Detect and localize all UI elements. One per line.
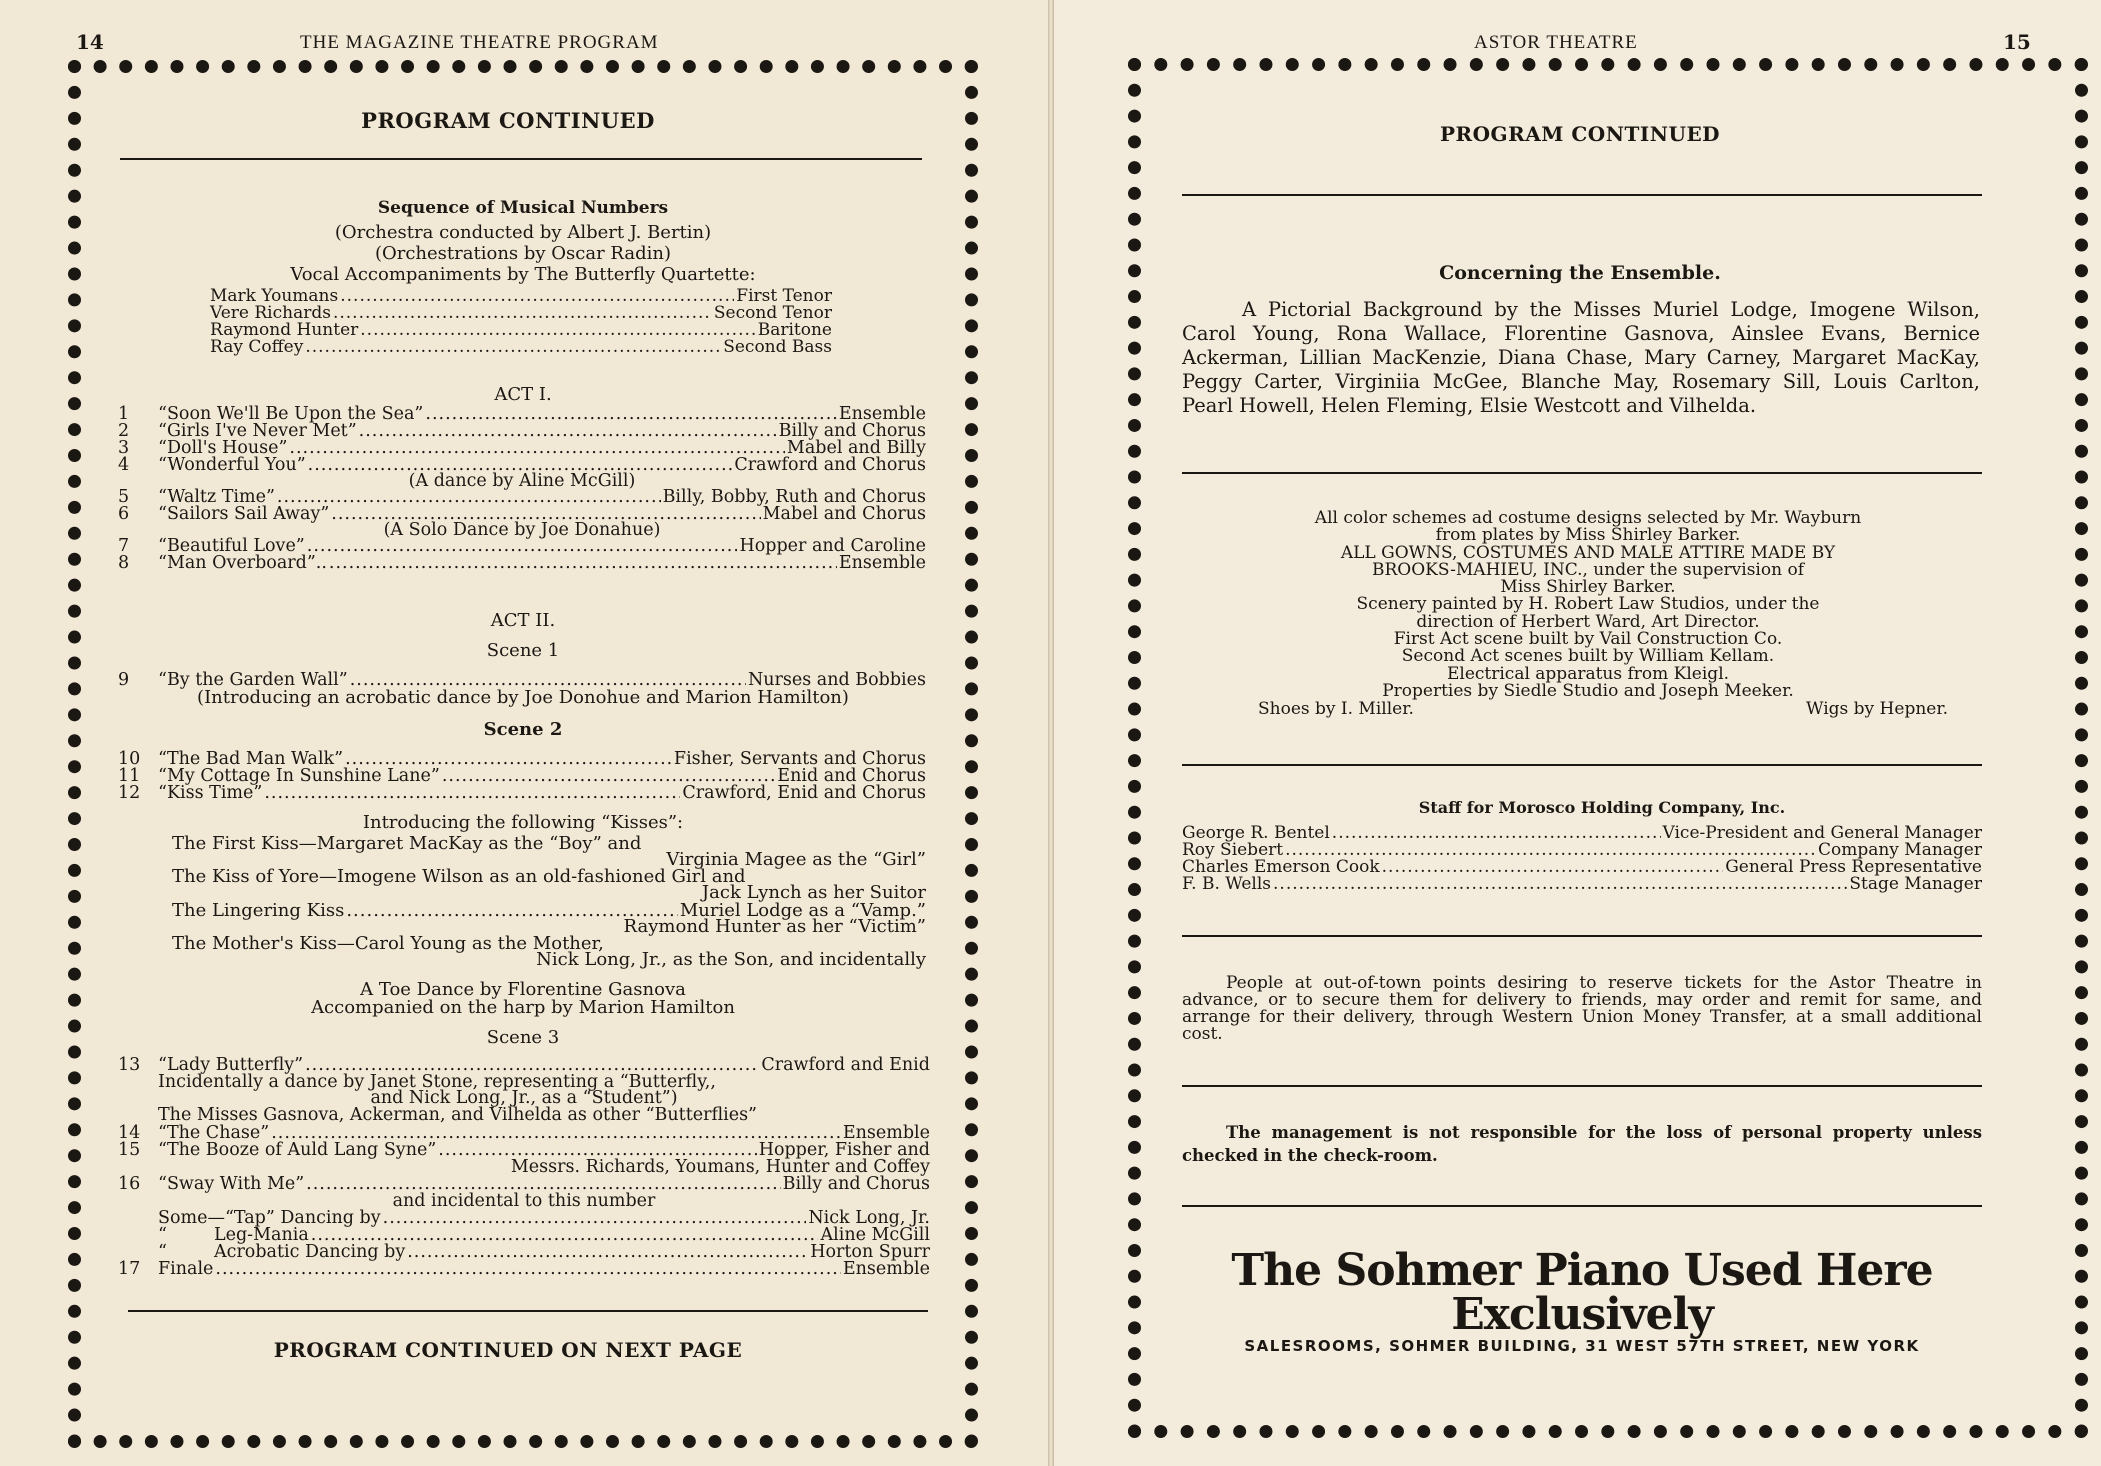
member-name: Vere Richards (210, 303, 331, 323)
staff-list (1182, 825, 1982, 893)
credit-line: Second Act scenes built by William Kellam. (1401, 646, 1775, 667)
harp-credit: Accompanied on the harp by Marion Hamilton (311, 997, 735, 1018)
orchestra-credit: (Orchestra conducted by Albert J. Bertin) (334, 222, 712, 243)
right-page-number: 15 (2003, 30, 2031, 54)
right-content (1182, 122, 2038, 1355)
credit-line: Properties by Siedle Studio and Joseph Meeker. (1382, 680, 1794, 701)
credit-line: from plates by Miss Shirley Barker. (1435, 525, 1741, 546)
staff-name: Charles Emerson Cook (1182, 857, 1380, 878)
act2-title: ACT II. (490, 610, 556, 631)
scene2-list (118, 751, 926, 802)
ensemble-title: Concerning the Ensemble. (1439, 262, 1721, 284)
song-title: “Soon We'll Be Upon the Sea” (158, 404, 424, 424)
dot-leader (289, 440, 785, 457)
dot-leader (407, 1244, 808, 1261)
toe-dance: A Toe Dance by Florentine Gasnova (360, 979, 686, 1000)
item-number: 2 (118, 421, 130, 441)
performers: Ensemble (838, 553, 926, 573)
extra-mark: Some— (158, 1208, 225, 1228)
number-15: 15 “The Booze of Auld Lang Syne” ..... Hopper, Fisher and (118, 1142, 930, 1159)
vocal-credit: Vocal Accompaniments by The Butterfly Quartette: (290, 264, 756, 285)
extra-who: Horton Spurr (810, 1242, 930, 1262)
staff-member (1182, 876, 1982, 893)
song-title: “Girls I've Never Met” (158, 421, 357, 441)
member-name: Raymond Hunter (210, 320, 359, 340)
shoes-wigs-line (1258, 700, 1948, 718)
kiss-4b: Nick Long, Jr., as the Son, and incidentally (536, 949, 926, 970)
item-number: 3 (118, 438, 130, 458)
performers: Crawford, Enid and Chorus (682, 783, 926, 803)
act1-number-8 (118, 555, 926, 572)
left-footer-rule (128, 1310, 928, 1312)
right-rule-1 (1182, 194, 1982, 196)
shoes-credit: Shoes by I. Miller. (1258, 699, 1414, 720)
member-part: Second Bass (723, 337, 832, 357)
song-title: “Beautiful Love” (158, 536, 305, 556)
tickets-notice: People at out-of-town points desiring to reserve tickets for the Astor Theatre in advance, or to secure them for delivery to friends, may order and remit for same, and arrange for their delivery, through Western Union Money Transfer, at a small additional cost. (1182, 973, 1982, 1045)
staff-name: F. B. Wells (1182, 874, 1272, 895)
scene1-title: Scene 1 (486, 640, 560, 661)
staff-name: Roy Siebert (1182, 840, 1284, 861)
staff-role: General Press Representative (1725, 857, 1982, 878)
item-number: 1 (118, 404, 130, 424)
item-number: 11 (118, 766, 141, 786)
ensemble-text: A Pictorial Background by the Misses Muriel Lodge, Imogene Wilson, Carol Young, Rona Wallace, Florentine Gasnova, Ainslee Evans, Bernice Ackerman, Lillian MacKenzie, Diana Chase, Mary Carney, Margaret MacKay, Peggy Carter, Virginiia McGee, Blanche May, Rosemary Sill, Louis Carlton, Pearl Howell, Helen Fleming, Elsie Westcott and Vilhelda. (1182, 298, 1980, 417)
item-number: 10 (118, 749, 141, 769)
member-part: Baritone (757, 320, 832, 340)
kiss-4a: The Mother's Kiss—Carol Young as the Mother, (172, 933, 604, 954)
sohmer-ad (1182, 1245, 1982, 1356)
number-13-note-3: The Misses Gasnova, Ackerman, and Vilhelda as other “Butterflies” (158, 1105, 758, 1125)
quartette-member (210, 339, 832, 356)
extra-what: Leg-Mania (214, 1225, 309, 1245)
scene3-title: Scene 3 (486, 1027, 560, 1048)
credit-line: Scenery painted by H. Robert Law Studios, under the (1356, 594, 1820, 615)
left-content (118, 108, 928, 1362)
right-rule-2 (1182, 472, 1982, 474)
kiss-3b: Raymond Hunter as her “Victim” (623, 916, 926, 937)
number-13: 13 “Lady Butterfly” ..... Crawford and Enid (118, 1057, 930, 1074)
act1-title: ACT I. (494, 384, 552, 405)
member-part: Second Tenor (713, 303, 832, 323)
item-number: 8 (118, 553, 130, 573)
kiss-1a: The First Kiss—Margaret MacKay as the “Boy” and (172, 833, 642, 854)
staff-role: Company Manager (1817, 840, 1982, 861)
performers: Fisher, Servants and Chorus (673, 749, 926, 769)
dot-leader (305, 339, 721, 356)
number-13-note-2: and Nick Long, Jr., as a “Student”) (370, 1088, 678, 1108)
extra-what: Acrobatic Dancing by (214, 1242, 406, 1262)
item-number: 5 (118, 487, 130, 507)
kisses-intro: Introducing the following “Kisses”: (362, 812, 684, 833)
left-page (0, 0, 1048, 1466)
act1-number-4-note: (A dance by Aline McGill) (408, 471, 636, 491)
item-number: 12 (118, 783, 141, 803)
staff-role: Vice-President and General Manager (1662, 823, 1982, 844)
song-title: “Kiss Time” (158, 783, 263, 803)
dot-leader (329, 555, 837, 572)
dot-leader (340, 288, 734, 305)
kiss-3a: The Lingering Kiss ..... Muriel Lodge as a “Vamp.” (172, 902, 926, 919)
number-17: 17 Finale ..... Ensemble (118, 1261, 930, 1278)
staff-role: Stage Manager (1849, 874, 1982, 895)
dot-leader (360, 322, 755, 339)
right-title: PROGRAM CONTINUED (1439, 122, 1721, 146)
song-title: “My Cottage In Sunshine Lane” (158, 766, 440, 786)
member-part: First Tenor (736, 286, 832, 306)
scene2-title: Scene 2 (483, 719, 563, 740)
dot-leader (264, 785, 680, 802)
performers: Mabel and Chorus (762, 504, 926, 524)
staff-name: George R. Bentel (1182, 823, 1330, 844)
quartette-list (210, 288, 832, 356)
dot-leader (333, 305, 712, 322)
right-rule-3 (1182, 764, 1982, 766)
extras-list (118, 1210, 930, 1261)
dot-leader (383, 1210, 807, 1227)
performers: Billy and Chorus (778, 421, 926, 441)
extra-act (118, 1244, 930, 1261)
left-rule (120, 158, 922, 160)
credits-block (1182, 510, 1994, 700)
sohmer-address: SALESROOMS, SOHMER BUILDING, 31 WEST 57TH STREET, NEW YORK (1244, 1337, 1920, 1356)
scene2-number-12 (118, 785, 926, 802)
extra-who: Aline McGill (820, 1225, 930, 1245)
credit-line: ALL GOWNS, COSTUMES AND MALE ATTIRE MADE BY (1340, 542, 1836, 563)
song-title: “By the Garden Wall” (158, 670, 348, 690)
dot-leader (425, 406, 836, 423)
kiss-1b: Virginia Magee as the “Girl” (666, 849, 926, 870)
left-page-number: 14 (76, 30, 104, 54)
song-title: “Doll's House” (158, 438, 288, 458)
performers: Mabel and Billy (786, 438, 926, 458)
song-title: “Wonderful You” (158, 455, 306, 475)
member-name: Ray Coffey (210, 337, 304, 357)
kisses-block (118, 835, 926, 969)
number-13-note-1: Incidentally a dance by Janet Stone, representing a “Butterfly,, (158, 1072, 716, 1092)
dot-leader (359, 423, 777, 440)
credit-line: All color schemes ad costume designs selected by Mr. Wayburn (1314, 508, 1862, 528)
credit-line: BROOKS-MAHIEU, INC., under the supervision of (1372, 559, 1804, 580)
extra-what: “Tap” Dancing by (224, 1208, 381, 1228)
performers: Hopper and Caroline (739, 536, 926, 556)
number-14: 14 “The Chase” ..... Ensemble (118, 1125, 930, 1142)
song-title: “Waltz Time” (158, 487, 275, 507)
act1-number-6-note: (A Solo Dance by Joe Donahue) (383, 520, 661, 540)
item-number: 4 (118, 455, 130, 475)
dot-leader (1382, 859, 1724, 876)
dot-leader (1332, 825, 1661, 842)
right-running-head: ASTOR THEATRE (1474, 32, 1638, 53)
extra-mark: “ (158, 1225, 167, 1245)
credit-line: direction of Herbert Ward, Art Director. (1416, 611, 1760, 632)
kiss-2a: The Kiss of Yore—Imogene Wilson as an old-fashioned Girl and (172, 866, 746, 887)
number-15-note: Messrs. Richards, Youmans, Hunter and Coffey (510, 1157, 930, 1177)
orchestrations-credit: (Orchestrations by Oscar Radin) (374, 243, 672, 264)
performers: Ensemble (838, 404, 926, 424)
management-notice: The management is not responsible for the loss of personal property unless checked in the check-room. (1182, 1123, 1982, 1166)
number-16-note: and incidental to this number (392, 1191, 656, 1211)
right-rule-4 (1182, 935, 1982, 937)
sequence-title: Sequence of Musical Numbers (377, 198, 669, 218)
credit-line: Electrical apparatus from Kleigl. (1446, 663, 1730, 684)
dot-leader (1273, 876, 1847, 893)
song-title: “The Bad Man Walk” (158, 749, 344, 769)
number-16: 16 “Sway With Me” ..... Billy and Chorus (118, 1176, 930, 1193)
credit-line: First Act scene built by Vail Construction Co. (1393, 629, 1783, 650)
sohmer-headline: The Sohmer Piano Used Here Exclusively (1231, 1245, 1933, 1341)
right-rule-5 (1182, 1085, 1982, 1087)
song-title: “Man Overboard”.. (158, 553, 327, 573)
right-rule-6 (1182, 1205, 1982, 1207)
item-number: 6 (118, 504, 130, 524)
act1-list (118, 406, 926, 572)
dot-leader (277, 489, 661, 506)
right-page (1054, 0, 2101, 1466)
performers: Crawford and Chorus (734, 455, 926, 475)
wigs-credit: Wigs by Hepner. (1806, 699, 1948, 720)
item-number: 9 (118, 670, 130, 690)
left-footer: PROGRAM CONTINUED ON NEXT PAGE (273, 1338, 743, 1362)
extra-who: Nick Long, Jr. (808, 1208, 930, 1228)
scene3-list (118, 1057, 930, 1278)
performers: Billy, Bobby, Ruth and Chorus (662, 487, 926, 507)
scene1-note: (Introducing an acrobatic dance by Joe Donohue and Marion Hamilton) (197, 687, 849, 708)
performers: Enid and Chorus (777, 766, 926, 786)
dot-leader (307, 538, 738, 555)
member-name: Mark Youmans (210, 286, 339, 306)
staff-title: Staff for Morosco Holding Company, Inc. (1418, 798, 1786, 818)
song-title: “Sailors Sail Away” (158, 504, 330, 524)
item-number: 7 (118, 536, 130, 556)
extra-mark: “ (158, 1242, 167, 1262)
left-running-head: THE MAGAZINE THEATRE PROGRAM (300, 32, 659, 53)
performers: Nurses and Bobbies (747, 670, 926, 690)
left-title: PROGRAM CONTINUED (361, 108, 655, 133)
credit-line: Miss Shirley Barker. (1500, 577, 1676, 598)
kiss-2b: Jack Lynch as her Suitor (701, 882, 926, 903)
